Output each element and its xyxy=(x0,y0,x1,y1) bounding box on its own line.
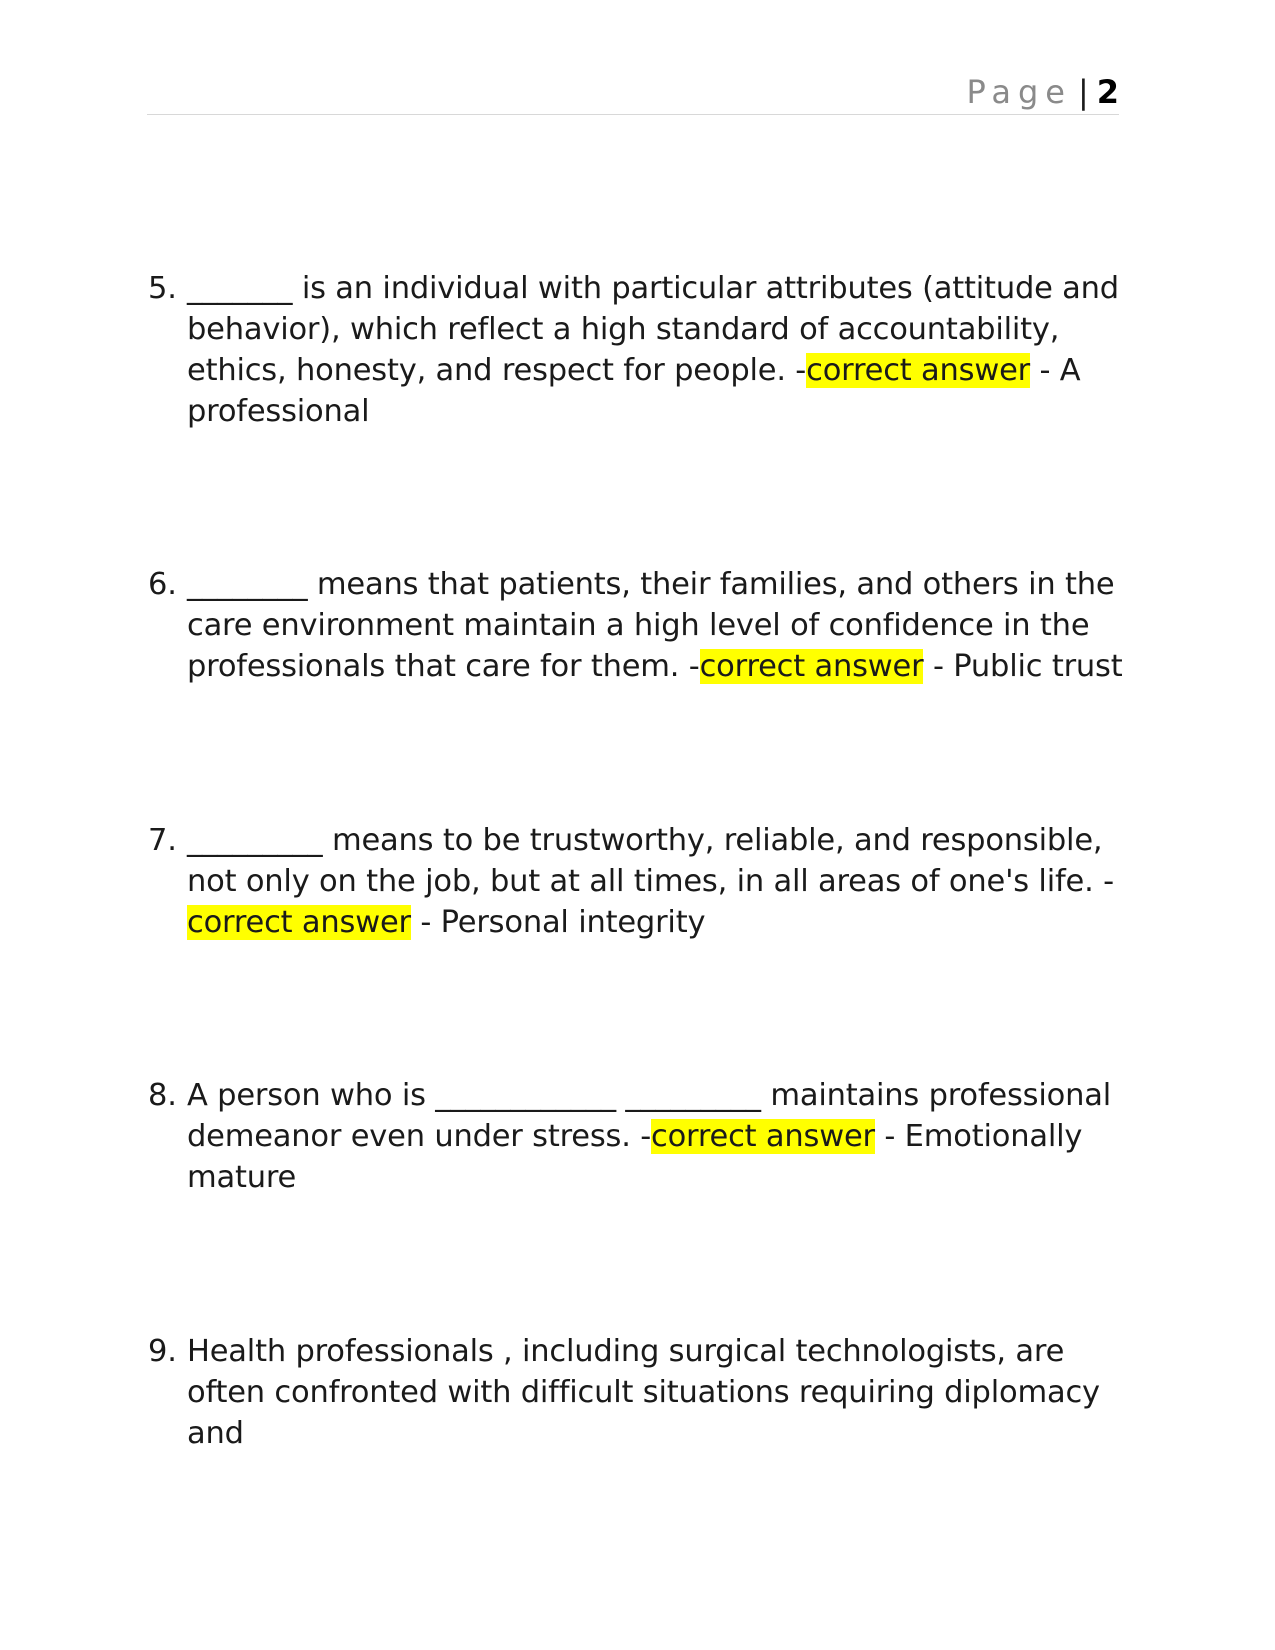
question-number: 9. xyxy=(148,1334,177,1369)
question-body xyxy=(187,1075,1133,1198)
answer-highlight: correct answer xyxy=(187,905,411,940)
question-body xyxy=(187,1331,1133,1454)
page-number: 2 xyxy=(1096,73,1119,111)
answer-highlight: correct answer xyxy=(699,649,924,684)
question-text: _________ means to be trustworthy, reliable, and responsible, not only on the job, but at all times, in all areas of one's life. - xyxy=(187,823,1114,899)
page-label: Page xyxy=(966,73,1072,111)
question-text: A person who is ____________ _________ maintains professional demeanor even under stress. - xyxy=(187,1078,1111,1154)
answer-text: - A professional xyxy=(187,353,1081,429)
question-item xyxy=(148,820,1133,943)
question-number: 5. xyxy=(148,271,177,306)
question-body xyxy=(187,820,1133,943)
question-item xyxy=(148,1331,1133,1454)
answer-highlight: correct answer xyxy=(806,353,1030,388)
question-text: _______ is an individual with particular attributes (attitude and behavior), which reflect a high standard of accountability, ethics, honesty, and respect for people. - xyxy=(187,271,1119,388)
answer-text: - Personal integrity xyxy=(410,905,706,940)
question-text: Health professionals , including surgical technologists, are often confronted with difficult situations requiring diplomacy and xyxy=(187,1334,1100,1451)
answer-highlight: correct answer xyxy=(651,1119,875,1154)
question-item xyxy=(148,268,1133,432)
page-separator: | xyxy=(1077,73,1089,111)
question-item xyxy=(148,1075,1133,1198)
header-divider xyxy=(147,114,1119,115)
question-text: ________ means that patients, their families, and others in the care environment maintain a high level of confidence in the professionals that care for them. - xyxy=(187,567,1115,684)
question-number: 7. xyxy=(148,823,177,858)
page-header xyxy=(966,72,1119,112)
question-number: 8. xyxy=(148,1078,177,1113)
answer-text: - Emotionally mature xyxy=(187,1119,1083,1195)
answer-text: - Public trust xyxy=(923,649,1123,684)
question-body xyxy=(187,564,1133,687)
question-item xyxy=(148,564,1133,687)
question-body xyxy=(187,268,1133,432)
question-number: 6. xyxy=(148,567,177,602)
